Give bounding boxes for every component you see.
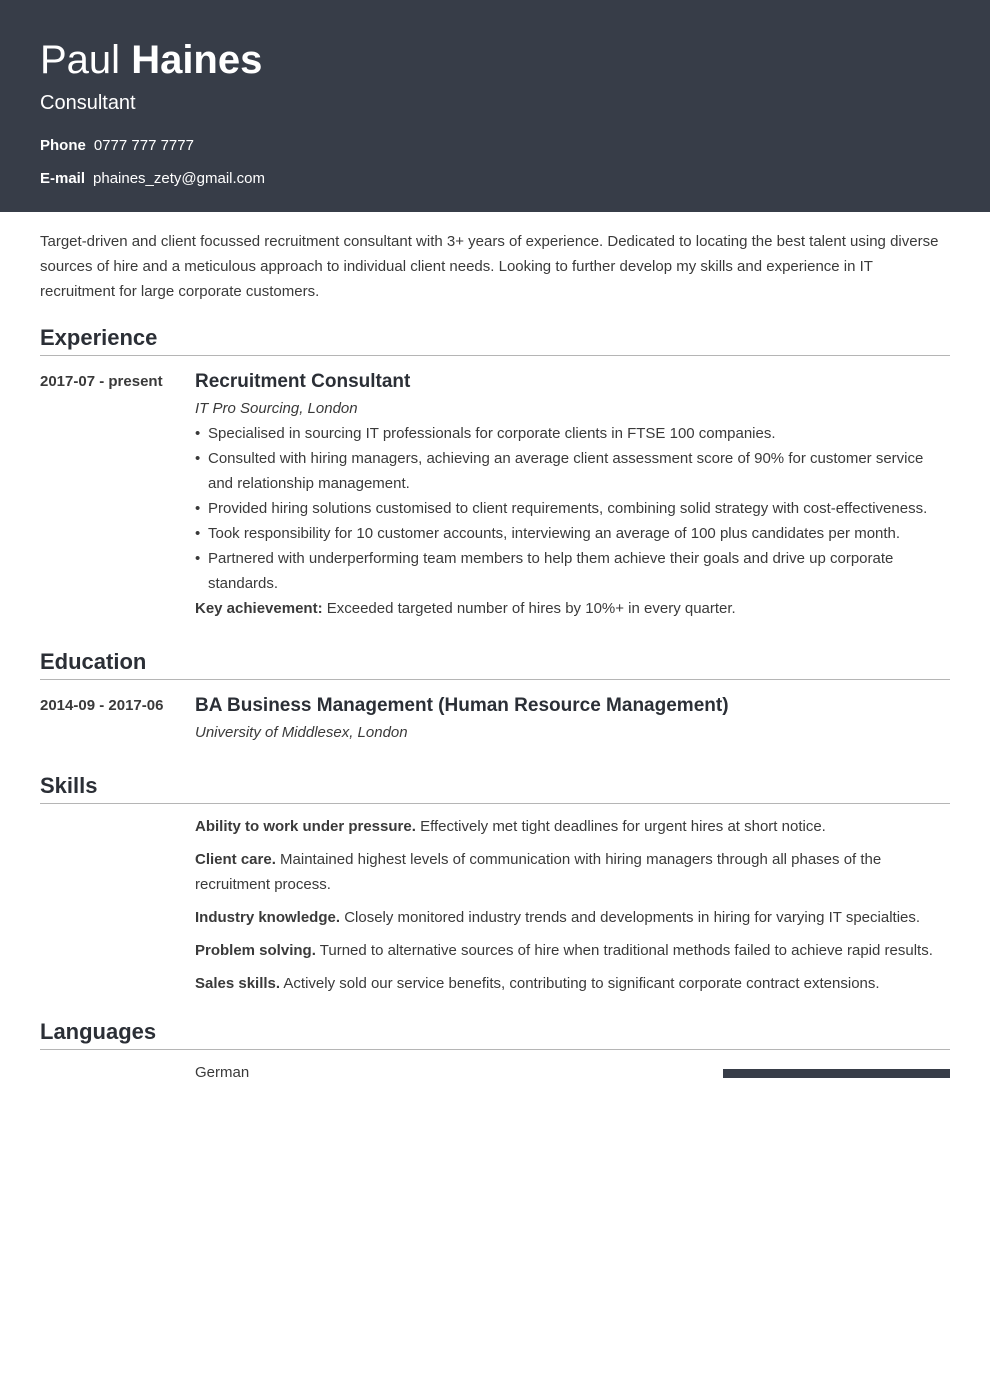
resume-body bbox=[0, 229, 990, 1084]
experience-body bbox=[195, 371, 950, 621]
phone-value: 0777 777 7777 bbox=[93, 137, 194, 154]
skill-item bbox=[195, 905, 950, 930]
education-school: University of Middlesex, London bbox=[195, 724, 408, 741]
skill-name: Ability to work under pressure. bbox=[195, 818, 416, 835]
summary: Target-driven and client focussed recruitment consultant with 3+ years of experience. Dedicated to locating the best talent using diverse sources of hire and a meticulous approach to individual client needs. Looking to further develop my skills and experience in IT recruitment for large corporate customers. bbox=[40, 233, 939, 300]
phone-label: Phone bbox=[40, 137, 86, 154]
bullet-item: • Took responsibility for 10 customer accounts, interviewing an average of 100 plus candidates per month. bbox=[195, 521, 950, 546]
last-name: Haines bbox=[131, 38, 263, 82]
skill-desc: Actively sold our service benefits, contributing to significant corporate contract extensions. bbox=[283, 975, 880, 992]
skills-list bbox=[195, 814, 950, 996]
phone-row bbox=[40, 137, 950, 155]
key-achievement-label: Key achievement: bbox=[195, 600, 323, 617]
email-label: E-mail bbox=[40, 170, 86, 187]
key-achievement-text: Exceeded targeted number of hires by 10%+ in every quarter. bbox=[326, 600, 736, 617]
experience-org: IT Pro Sourcing, London bbox=[195, 400, 358, 417]
education-body bbox=[195, 695, 950, 745]
language-row bbox=[195, 1062, 950, 1084]
job-role: Consultant bbox=[40, 92, 136, 114]
resume-header bbox=[0, 0, 990, 212]
experience-position: Recruitment Consultant bbox=[195, 371, 411, 392]
experience-heading: Experience bbox=[40, 325, 950, 356]
language-name: German bbox=[195, 1064, 250, 1081]
skill-desc: Closely monitored industry trends and developments in hiring for varying IT specialties. bbox=[344, 909, 921, 926]
experience-entry bbox=[40, 371, 950, 621]
skill-desc: Effectively met tight deadlines for urgent hires at short notice. bbox=[420, 818, 826, 835]
bullet-item: • Partnered with underperforming team members to help them achieve their goals and drive up corporate standards. bbox=[195, 546, 950, 596]
skill-item bbox=[195, 847, 950, 897]
first-name: Paul bbox=[40, 38, 121, 82]
email-row bbox=[40, 170, 950, 188]
skill-desc: Maintained highest levels of communication with hiring managers through all phases of the recruitment process. bbox=[195, 851, 882, 893]
education-degree: BA Business Management (Human Resource Management) bbox=[195, 695, 729, 716]
bullet-item: • Provided hiring solutions customised to client requirements, combining solid strategy with cost-effectiveness. bbox=[195, 496, 950, 521]
experience-bullets bbox=[195, 421, 950, 596]
languages-heading: Languages bbox=[40, 1019, 950, 1050]
skill-item bbox=[195, 971, 950, 996]
skill-name: Sales skills. bbox=[195, 975, 281, 992]
language-level-fill bbox=[723, 1069, 950, 1078]
skill-name: Client care. bbox=[195, 851, 276, 868]
full-name bbox=[40, 36, 950, 84]
bullet-item: • Consulted with hiring managers, achieving an average client assessment score of 90% for customer service and relationship management. bbox=[195, 446, 950, 496]
key-achievement bbox=[195, 596, 950, 621]
language-level-bar bbox=[723, 1069, 950, 1078]
skill-desc: Turned to alternative sources of hire when traditional methods failed to achieve rapid results. bbox=[319, 942, 933, 959]
education-date: 2014-09 - 2017-06 bbox=[40, 697, 164, 714]
bullet-item: • Specialised in sourcing IT professionals for corporate clients in FTSE 100 companies. bbox=[195, 421, 950, 446]
education-entry bbox=[40, 695, 950, 745]
contact-info bbox=[40, 137, 950, 188]
experience-date: 2017-07 - present bbox=[40, 373, 163, 390]
skill-item bbox=[195, 938, 950, 963]
education-heading: Education bbox=[40, 649, 950, 680]
email-value[interactable]: phaines_zety@gmail.com bbox=[93, 170, 265, 187]
skills-heading: Skills bbox=[40, 773, 950, 804]
skill-name: Industry knowledge. bbox=[195, 909, 341, 926]
skill-item bbox=[195, 814, 950, 839]
skill-name: Problem solving. bbox=[195, 942, 316, 959]
